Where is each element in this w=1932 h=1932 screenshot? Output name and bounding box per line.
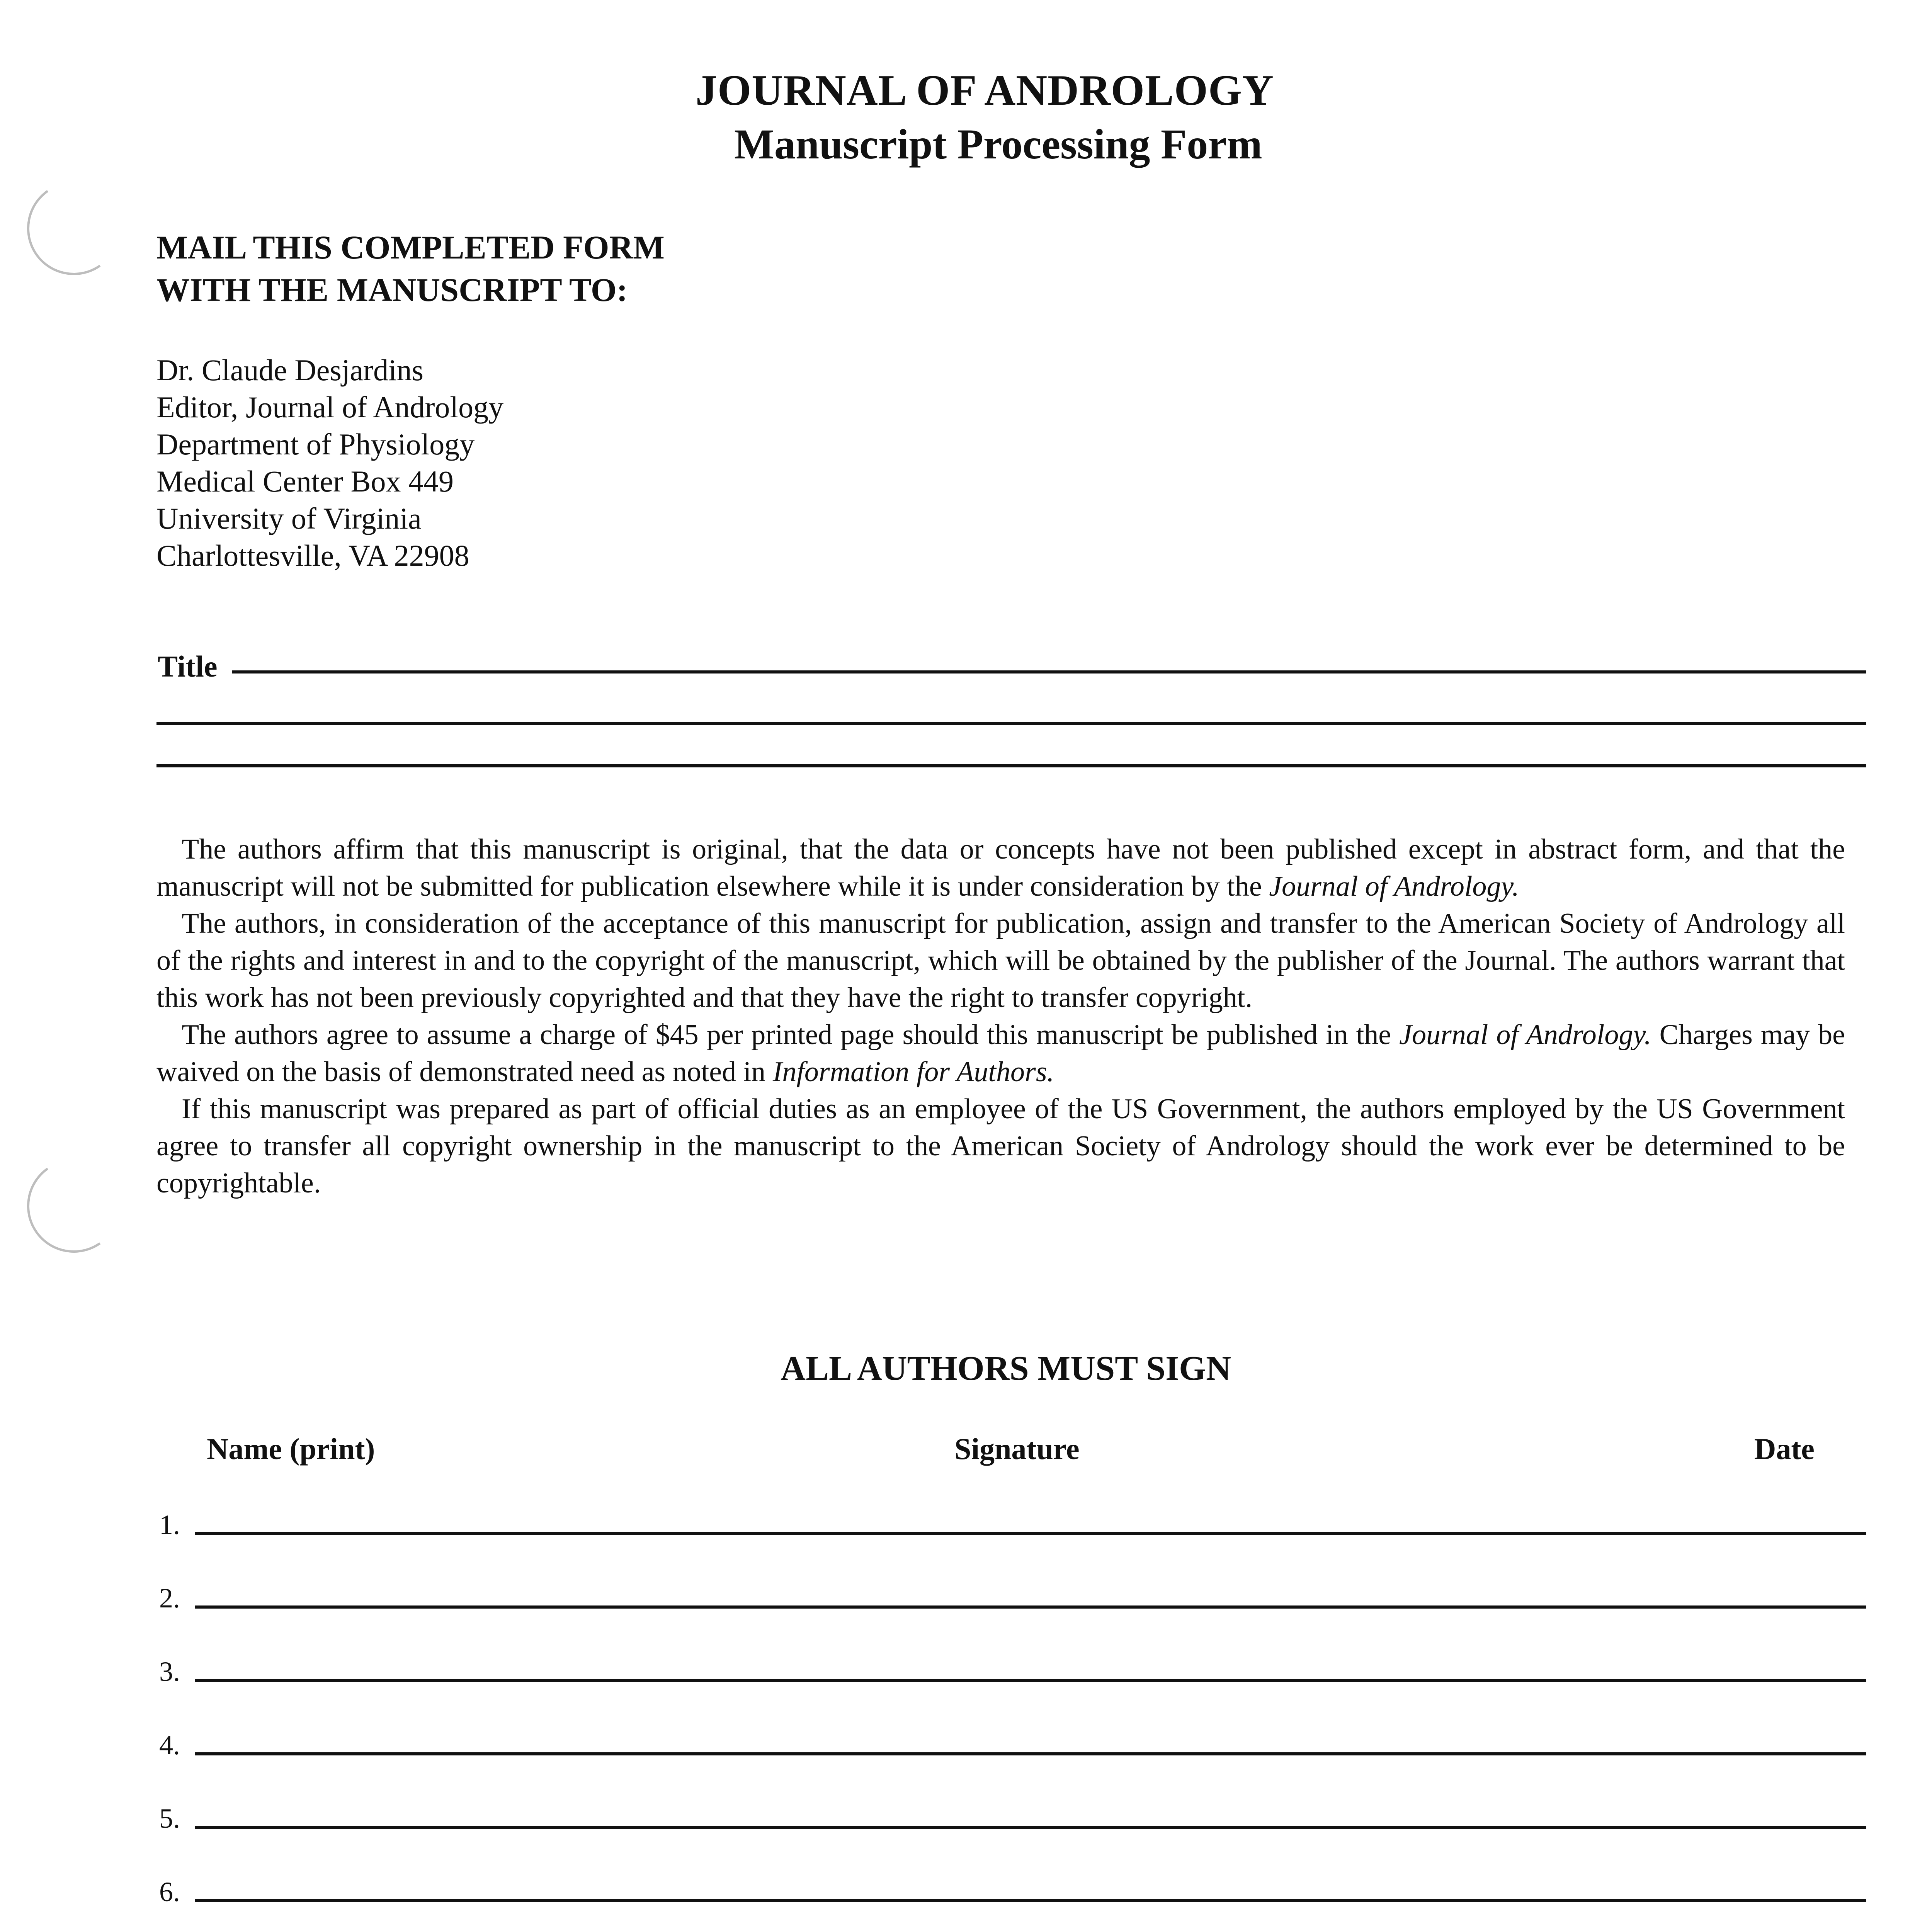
journal-title: JOURNAL OF ANDROLOGY [696,66,1274,114]
journal-name-italic: Journal of Andrology. [1269,871,1519,902]
address-line: Medical Center Box 449 [156,464,454,498]
signature-row-number: 4. [159,1730,180,1760]
title-line-1[interactable] [232,670,1866,673]
binder-hole-top [20,174,128,282]
mail-instruction-line1: MAIL THIS COMPLETED FORM [156,229,665,266]
form-title: Manuscript Processing Form [734,121,1262,168]
signature-line[interactable] [195,1605,1866,1609]
signature-section-heading: ALL AUTHORS MUST SIGN [781,1349,1231,1388]
title-input[interactable] [232,653,1866,680]
address-line: University of Virginia [156,502,422,535]
mail-instruction-line2: WITH THE MANUSCRIPT TO: [156,271,628,308]
address-line: Charlottesville, VA 22908 [156,539,469,572]
information-for-authors-italic: Information for Authors. [772,1056,1054,1088]
column-name-print: Name (print) [207,1432,375,1466]
affirmation-originality-text: The authors affirm that this manuscript is original, that the data or concepts have not been published except in abstract form, and that the manuscript will not be submitted for publication elsewhere while it is under consideration by the [156,833,1845,902]
affirmation-charge-text: The authors agree to assume a charge of $45 per printed page should this manuscript be published in the [182,1019,1400,1051]
title-line-3[interactable] [156,764,1866,767]
affirmation-copyright: The authors, in consideration of the acceptance of this manuscript for publication, assign and transfer to the American Society of Andrology all of the rights and interest in and to the copyright of the manuscript, which will be obtained by the publisher of the Journal. The authors warrant that this work has not been previously copyrighted and that they have the right to transfer copyright. [156,908,1845,1014]
affirmation-charge [156,1016,1845,1090]
signature-row-number: 1. [159,1509,180,1540]
address-line: Editor, Journal of Andrology [156,390,504,424]
affirmation-block [156,831,1845,1202]
affirmation-charge-waiver: Charges may be waived on the basis of demonstrated need as noted in [156,1019,1845,1088]
signature-line[interactable] [195,1752,1866,1755]
affirmation-originality [156,831,1845,905]
signature-line[interactable] [195,1679,1866,1682]
address-line: Dr. Claude Desjardins [156,353,424,387]
title-label: Title [158,650,218,683]
title-line-2[interactable] [156,722,1866,725]
signature-line[interactable] [195,1899,1866,1902]
address-line: Department of Physiology [156,427,475,461]
signature-line[interactable] [195,1532,1866,1535]
affirmation-government: If this manuscript was prepared as part of official duties as an employee of the US Government, the authors employed by the US Government agree to transfer all copyright ownership in the manuscript to the American Society of Andrology should the work ever be determined to be copyrightable. [156,1093,1845,1199]
editor-address [156,352,503,574]
column-date: Date [1754,1432,1815,1466]
binder-hole-middle [20,1152,128,1260]
signature-row-number: 6. [159,1876,180,1907]
signature-row-number: 5. [159,1803,180,1834]
signature-row-number: 2. [159,1583,180,1614]
journal-name-italic: Journal of Andrology. [1399,1019,1651,1051]
signature-row-number: 3. [159,1656,180,1687]
signature-line[interactable] [195,1826,1866,1829]
column-signature: Signature [954,1432,1080,1466]
